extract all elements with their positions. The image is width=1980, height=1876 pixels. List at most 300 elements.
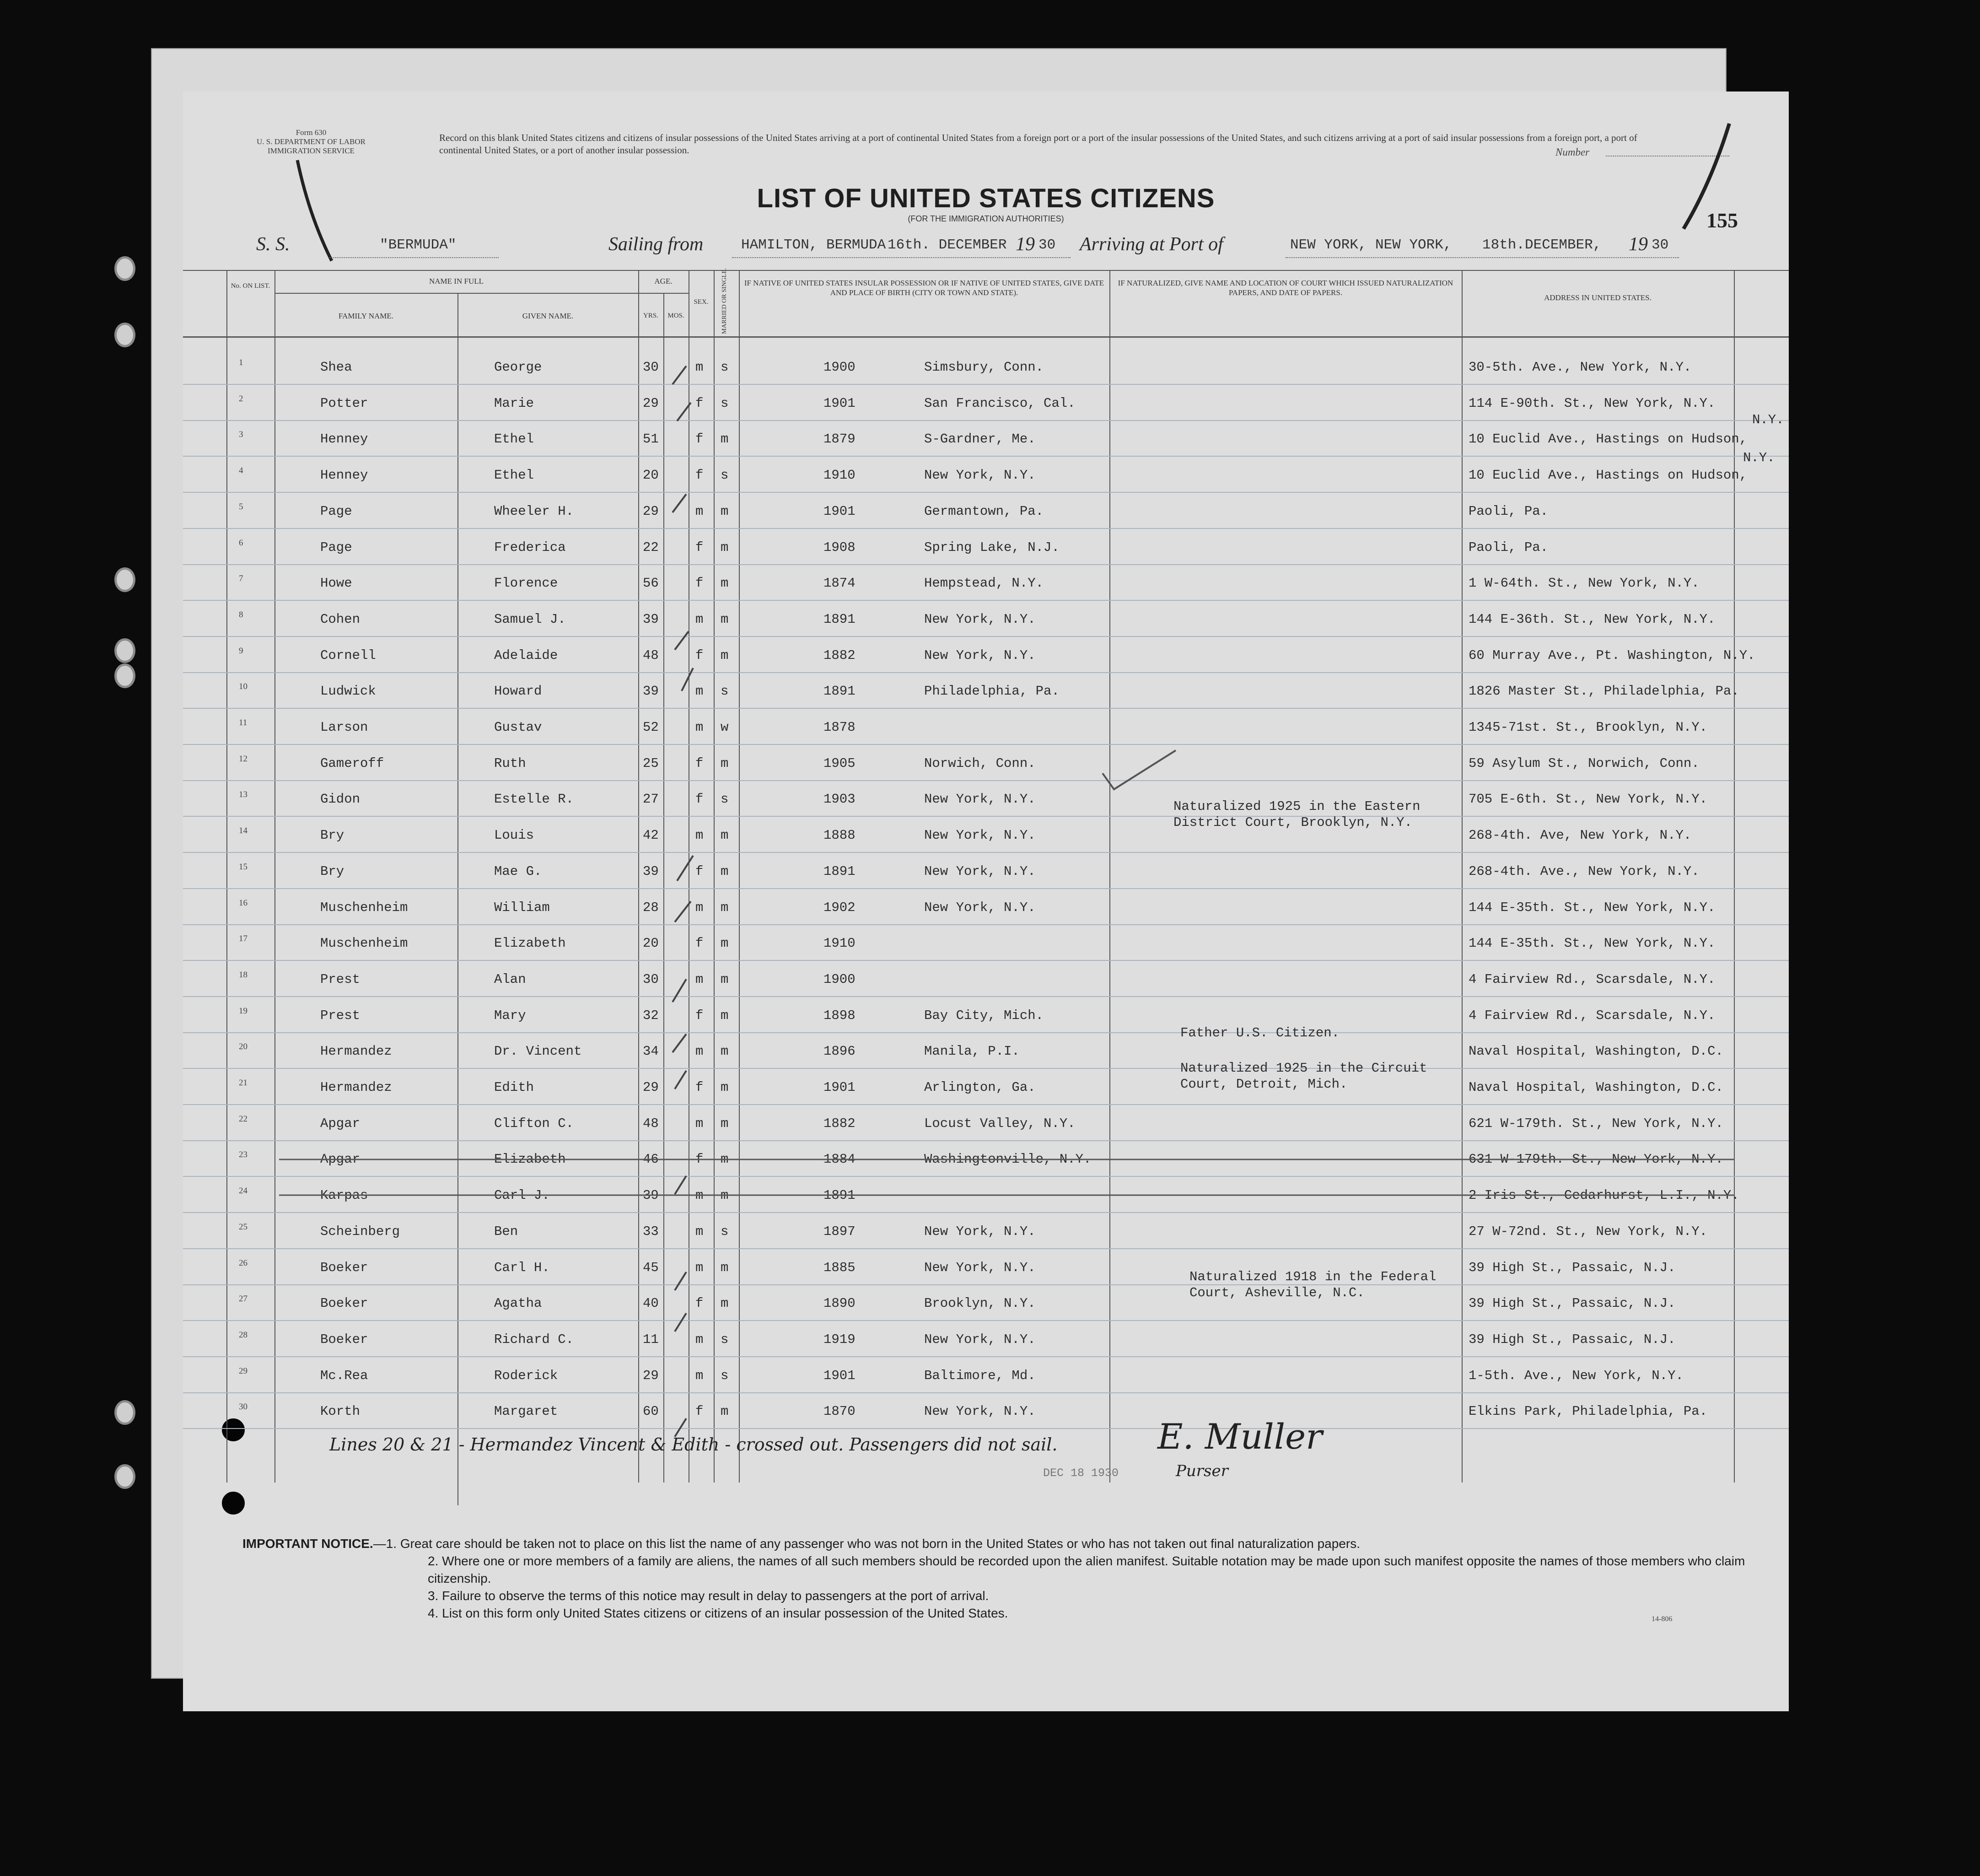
age-years: 29 — [643, 1368, 659, 1383]
family-name: Potter — [320, 396, 368, 411]
family-name: Boeker — [320, 1296, 368, 1311]
row-number: 10 — [239, 682, 248, 691]
birth-place: New York, N.Y. — [924, 1332, 1036, 1347]
punch-hole — [114, 567, 135, 592]
sex: m — [695, 1332, 704, 1347]
naturalization-note: Naturalized 1925 in the Circuit Court, Detroit, Mich. — [1180, 1061, 1427, 1092]
marital-status: m — [721, 1044, 729, 1059]
header-rule — [274, 293, 638, 294]
table-row — [183, 1032, 1789, 1067]
birth-place: New York, N.Y. — [924, 648, 1036, 663]
important-notice — [242, 1535, 1752, 1622]
header-naturalized: IF NATURALIZED, GIVE NAME AND LOCATION OF COURT WHICH ISSUED NATURALIZATION PAPERS, AND DATE OF PAPERS. — [1118, 279, 1453, 297]
notice-text: Failure to observe the terms of this notice may result in delay to passengers at the port of arrival. — [442, 1589, 989, 1603]
age-years: 30 — [643, 972, 659, 987]
address: 268-4th. Ave., New York, N.Y. — [1469, 864, 1700, 879]
table-row — [183, 528, 1789, 564]
row-number: 18 — [239, 970, 248, 980]
sex: m — [695, 684, 704, 699]
address: 39 High St., Passaic, N.J. — [1469, 1332, 1676, 1347]
given-name: Ethel — [494, 468, 534, 483]
family-name: Scheinberg — [320, 1224, 400, 1239]
family-name: Henney — [320, 468, 368, 483]
sex: m — [695, 1224, 704, 1239]
marital-status: m — [721, 1404, 729, 1419]
sex: f — [695, 756, 704, 771]
birth-place: New York, N.Y. — [924, 1224, 1036, 1239]
table-row — [183, 456, 1789, 491]
marital-status: s — [721, 1368, 729, 1383]
age-years: 22 — [643, 540, 659, 555]
marital-status: m — [721, 900, 729, 915]
naturalization-note: Naturalized 1918 in the Federal Court, Asheville, N.C. — [1189, 1269, 1437, 1300]
header-name-in-full: NAME IN FULL — [429, 277, 484, 286]
birth-year: 1891 — [823, 612, 855, 627]
row-number: 5 — [239, 502, 243, 512]
notice-item: 3. Failure to observe the terms of this notice may result in delay to passengers at the port of arrival. — [428, 1589, 989, 1603]
row-number: 3 — [239, 430, 243, 439]
age-years: 20 — [643, 468, 659, 483]
birth-year: 1870 — [823, 1404, 855, 1419]
marital-status: s — [721, 360, 729, 375]
given-name: Florence — [494, 576, 558, 591]
blank-line — [329, 257, 499, 258]
page-title: LIST OF UNITED STATES CITIZENS — [757, 183, 1215, 213]
birth-place: Arlington, Ga. — [924, 1080, 1036, 1095]
marital-status: m — [721, 612, 729, 627]
row-number: 30 — [239, 1402, 248, 1412]
blank-line — [732, 257, 1071, 258]
header-address: ADDRESS IN UNITED STATES. — [1544, 293, 1652, 302]
given-name: Roderick — [494, 1368, 558, 1383]
marital-status: s — [721, 792, 729, 807]
naturalization-note: Father U.S. Citizen. — [1180, 1025, 1340, 1040]
row-number: 21 — [239, 1078, 248, 1088]
given-name: Mae G. — [494, 864, 542, 879]
table-row — [183, 1104, 1789, 1140]
handwritten-check-mark — [1098, 746, 1180, 801]
given-name: Dr. Vincent — [494, 1044, 582, 1059]
punch-hole — [114, 638, 135, 663]
family-name: Bry — [320, 864, 344, 879]
marital-status: m — [721, 504, 729, 519]
given-name: Estelle R. — [494, 792, 574, 807]
row-number: 12 — [239, 754, 248, 764]
sex: f — [695, 792, 704, 807]
age-years: 29 — [643, 396, 659, 411]
row-number: 11 — [239, 718, 248, 728]
row-number: 17 — [239, 934, 248, 943]
address: 1 W-64th. St., New York, N.Y. — [1469, 576, 1700, 591]
form-number: Form 630 — [296, 128, 327, 137]
address: 114 E-90th. St., New York, N.Y. — [1469, 396, 1716, 411]
given-name: Richard C. — [494, 1332, 574, 1347]
table-row — [183, 960, 1789, 996]
address: 39 High St., Passaic, N.J. — [1469, 1296, 1676, 1311]
given-name: Elizabeth — [494, 936, 566, 951]
given-name: Alan — [494, 972, 526, 987]
given-name: George — [494, 360, 542, 375]
table-row — [183, 1320, 1789, 1356]
page-number: 155 — [1706, 209, 1738, 232]
arriving-port: NEW YORK, NEW YORK, — [1290, 237, 1452, 253]
family-name: Hermandez — [320, 1080, 392, 1095]
sailing-year: 30 — [1038, 237, 1056, 253]
sex: f — [695, 1404, 704, 1419]
address: 1345-71st. St., Brooklyn, N.Y. — [1469, 720, 1708, 735]
table-row — [183, 1284, 1789, 1320]
birth-year: 1908 — [823, 540, 855, 555]
table-row — [183, 420, 1789, 455]
header-months: MOS. — [667, 312, 684, 319]
birth-year: 1903 — [823, 792, 855, 807]
address: 4 Fairview Rd., Scarsdale, N.Y. — [1469, 1008, 1716, 1023]
row-number: 23 — [239, 1150, 248, 1159]
family-name: Cohen — [320, 612, 360, 627]
row-number: 7 — [239, 574, 243, 583]
marital-status: m — [721, 431, 729, 447]
notice-item: IMPORTANT NOTICE.—1. Great care should be taken not to place on this list the name of any passenger who was not born in the United States or who has not taken out final naturalization papers. — [242, 1536, 1360, 1551]
birth-year: 1900 — [823, 972, 855, 987]
sex: f — [695, 648, 704, 663]
sex: m — [695, 1188, 704, 1203]
purser-title: Purser — [1176, 1462, 1228, 1480]
header-no: No. ON LIST. — [231, 282, 270, 290]
sex: f — [695, 1296, 704, 1311]
address: 268-4th. Ave, New York, N.Y. — [1469, 828, 1692, 843]
family-name: Apgar — [320, 1152, 360, 1167]
address-overflow: N.Y. — [1743, 450, 1775, 465]
handwritten-slash-mark — [1674, 119, 1738, 238]
age-years: 60 — [643, 1404, 659, 1419]
table-row — [183, 1248, 1789, 1284]
address: 705 E-6th. St., New York, N.Y. — [1469, 792, 1708, 807]
birth-place: New York, N.Y. — [924, 864, 1036, 879]
given-name: William — [494, 900, 550, 915]
birth-place: Spring Lake, N.J. — [924, 540, 1060, 555]
age-years: 40 — [643, 1296, 659, 1311]
given-name: Wheeler H. — [494, 504, 574, 519]
address: 144 E-36th. St., New York, N.Y. — [1469, 612, 1716, 627]
birth-place: Manila, P.I. — [924, 1044, 1020, 1059]
marital-status: s — [721, 1224, 729, 1239]
header-bottom-rule — [183, 336, 1789, 338]
form-code: 14-806 — [1652, 1615, 1673, 1623]
arriving-date: 18th.DECEMBER, — [1482, 237, 1602, 253]
age-years: 45 — [643, 1260, 659, 1275]
address: Paoli, Pa. — [1469, 504, 1549, 519]
notice-text: Great care should be taken not to place on this list the name of any passenger who was not born in the United States or who has not taken out final naturalization papers. — [400, 1536, 1360, 1551]
notice-heading: IMPORTANT NOTICE. — [242, 1536, 373, 1551]
address: 39 High St., Passaic, N.J. — [1469, 1260, 1676, 1275]
handwritten-remark: Lines 20 & 21 - Hermandez Vincent & Edith - crossed out. Passengers did not sail. — [329, 1434, 1058, 1455]
birth-place: New York, N.Y. — [924, 900, 1036, 915]
address: 60 Murray Ave., Pt. Washington, N.Y. — [1469, 648, 1755, 663]
table-row — [183, 1356, 1789, 1392]
header-married-or-single: MARRIED OR SINGLE. — [721, 268, 728, 334]
family-name: Hermandez — [320, 1044, 392, 1059]
birth-year: 1901 — [823, 396, 855, 411]
row-number: 2 — [239, 394, 243, 404]
age-years: 29 — [643, 504, 659, 519]
notice-text: Where one or more members of a family are aliens, the names of all such members should be recorded upon the alien manifest. Suitable notation may be made upon such manifest opposite the names of those members who claim citizenship. — [428, 1554, 1745, 1585]
blank-line — [1286, 257, 1679, 258]
address: 4 Fairview Rd., Scarsdale, N.Y. — [1469, 972, 1716, 987]
table-row — [183, 888, 1789, 924]
sex: f — [695, 431, 704, 447]
age-years: 28 — [643, 900, 659, 915]
ss-label: S. S. — [256, 234, 290, 255]
table-row — [183, 744, 1789, 780]
arriving-label: Arriving at Port of — [1080, 234, 1223, 255]
given-name: Ruth — [494, 756, 526, 771]
birth-year: 1919 — [823, 1332, 855, 1347]
address: 10 Euclid Ave., Hastings on Hudson, — [1469, 431, 1748, 447]
birth-place: Simsbury, Conn. — [924, 360, 1044, 375]
header-given-name: GIVEN NAME. — [522, 312, 574, 320]
sex: f — [695, 396, 704, 411]
address: 2 Iris St., Cedarhurst, L.I., N.Y. — [1469, 1188, 1739, 1203]
age-years: 51 — [643, 431, 659, 447]
naturalization-note: Naturalized 1925 in the Eastern District Court, Brooklyn, N.Y. — [1173, 799, 1420, 830]
table-row — [183, 852, 1789, 888]
birth-place: S-Gardner, Me. — [924, 431, 1036, 447]
row-number: 25 — [239, 1222, 248, 1232]
arriving-year: 30 — [1652, 237, 1669, 253]
row-number: 9 — [239, 646, 243, 656]
birth-year: 1898 — [823, 1008, 855, 1023]
table-row — [183, 636, 1789, 672]
birth-year: 1890 — [823, 1296, 855, 1311]
row-number: 1 — [239, 358, 243, 367]
age-years: 39 — [643, 684, 659, 699]
age-years: 48 — [643, 648, 659, 663]
table-row — [183, 780, 1789, 815]
address: Elkins Park, Philadelphia, Pa. — [1469, 1404, 1708, 1419]
punch-hole — [114, 256, 135, 281]
family-name: Muschenheim — [320, 900, 408, 915]
birth-year: 1900 — [823, 360, 855, 375]
birth-year: 1901 — [823, 504, 855, 519]
sailing-from-label: Sailing from — [608, 234, 704, 255]
sex: m — [695, 504, 704, 519]
marital-status: s — [721, 468, 729, 483]
given-name: Carl H. — [494, 1260, 550, 1275]
year-prefix: 19 — [1629, 234, 1648, 255]
marital-status: m — [721, 1296, 729, 1311]
table-row — [183, 348, 1789, 383]
age-years: 11 — [643, 1332, 659, 1347]
birth-place: New York, N.Y. — [924, 1260, 1036, 1275]
family-name: Page — [320, 504, 352, 519]
address: 621 W-179th. St., New York, N.Y. — [1469, 1116, 1723, 1131]
birth-year: 1896 — [823, 1044, 855, 1059]
family-name: Ludwick — [320, 684, 376, 699]
marital-status: m — [721, 756, 729, 771]
family-name: Mc.Rea — [320, 1368, 368, 1383]
sex: m — [695, 1116, 704, 1131]
family-name: Prest — [320, 972, 360, 987]
voyage-line — [256, 233, 1780, 261]
birth-place: Norwich, Conn. — [924, 756, 1036, 771]
address: Naval Hospital, Washington, D.C. — [1469, 1080, 1723, 1095]
age-years: 32 — [643, 1008, 659, 1023]
header-family-name: FAMILY NAME. — [338, 312, 394, 320]
row-number: 24 — [239, 1186, 248, 1196]
marital-status: s — [721, 684, 729, 699]
sex: m — [695, 1260, 704, 1275]
birth-year: 1874 — [823, 576, 855, 591]
row-number: 16 — [239, 898, 248, 908]
sex: m — [695, 972, 704, 987]
given-name: Samuel J. — [494, 612, 566, 627]
birth-year: 1882 — [823, 1116, 855, 1131]
birth-year: 1891 — [823, 1188, 855, 1203]
age-years: 39 — [643, 864, 659, 879]
marital-status: m — [721, 972, 729, 987]
family-name: Muschenheim — [320, 936, 408, 951]
birth-place: New York, N.Y. — [924, 792, 1036, 807]
family-name: Apgar — [320, 1116, 360, 1131]
notice-item: 4. List on this form only United States citizens or citizens of an insular possession of the United States. — [428, 1606, 1008, 1620]
marital-status: m — [721, 1008, 729, 1023]
sex: m — [695, 1044, 704, 1059]
marital-status: m — [721, 1080, 729, 1095]
table-top-rule — [183, 270, 1789, 271]
family-name: Korth — [320, 1404, 360, 1419]
age-years: 48 — [643, 1116, 659, 1131]
punch-hole — [114, 323, 135, 347]
family-name: Prest — [320, 1008, 360, 1023]
notice-text: List on this form only United States citizens or citizens of an insular possession of the United States. — [442, 1606, 1008, 1620]
family-name: Gidon — [320, 792, 360, 807]
given-name: Howard — [494, 684, 542, 699]
birth-place: San Francisco, Cal. — [924, 396, 1076, 411]
given-name: Margaret — [494, 1404, 558, 1419]
age-years: 25 — [643, 756, 659, 771]
year-prefix: 19 — [1016, 234, 1035, 255]
address: 30-5th. Ave., New York, N.Y. — [1469, 360, 1692, 375]
birth-place: Germantown, Pa. — [924, 504, 1044, 519]
handwritten-tick-marks — [668, 357, 709, 1547]
sex: f — [695, 468, 704, 483]
address-overflow: N.Y. — [1752, 412, 1784, 427]
header-years: YRS. — [643, 312, 658, 319]
given-name: Frederica — [494, 540, 566, 555]
age-years: 56 — [643, 576, 659, 591]
birth-year: 1882 — [823, 648, 855, 663]
date-stamp: DEC 18 1930 — [1043, 1466, 1119, 1480]
sex: m — [695, 828, 704, 843]
number-label: Number — [1555, 146, 1590, 158]
address: 631 W-179th. St., New York, N.Y. — [1469, 1152, 1723, 1167]
birth-year: 1910 — [823, 936, 855, 951]
address: 144 E-35th. St., New York, N.Y. — [1469, 936, 1716, 951]
notice-item: 2. Where one or more members of a family are aliens, the names of all such members should be recorded upon the alien manifest. Suitable notation may be made upon such manifest opposite the names of those members who claim citizenship. — [428, 1554, 1745, 1585]
birth-year: 1905 — [823, 756, 855, 771]
given-name: Agatha — [494, 1296, 542, 1311]
marital-status: m — [721, 864, 729, 879]
sex: f — [695, 1008, 704, 1023]
row-number: 26 — [239, 1258, 248, 1268]
row-number: 8 — [239, 610, 243, 620]
manifest-page — [183, 92, 1789, 1711]
row-number: 6 — [239, 538, 243, 548]
birth-place: New York, N.Y. — [924, 468, 1036, 483]
address: 10 Euclid Ave., Hastings on Hudson, — [1469, 468, 1748, 483]
table-row — [183, 1068, 1789, 1104]
sex: f — [695, 936, 704, 951]
birth-place: Brooklyn, N.Y. — [924, 1296, 1036, 1311]
department-name: U. S. DEPARTMENT OF LABOR — [257, 137, 366, 146]
birth-year: 1891 — [823, 864, 855, 879]
purser-signature: E. Muller — [1157, 1416, 1323, 1457]
table-row — [183, 672, 1789, 707]
header-rule — [638, 293, 689, 294]
address: 59 Asylum St., Norwich, Conn. — [1469, 756, 1700, 771]
birth-year: 1878 — [823, 720, 855, 735]
row-number: 4 — [239, 466, 243, 475]
given-name: Louis — [494, 828, 534, 843]
family-name: Page — [320, 540, 352, 555]
header-age: AGE. — [654, 277, 673, 286]
family-name: Henney — [320, 431, 368, 447]
address: 1826 Master St., Philadelphia, Pa. — [1469, 684, 1739, 699]
birth-place: Baltimore, Md. — [924, 1368, 1036, 1383]
age-years: 29 — [643, 1080, 659, 1095]
birth-place: Hempstead, N.Y. — [924, 576, 1044, 591]
given-name: Ben — [494, 1224, 518, 1239]
table-row — [183, 1392, 1789, 1428]
marital-status: m — [721, 1152, 729, 1167]
table-row — [183, 600, 1789, 636]
form-instructions: Record on this blank United States citizens and citizens of insular possessions of the United States arriving at a port of continental United States from a foreign port or a port of the insular possessions of the United States, and such citizens arriving at a port of said insular possessions from a foreign port, a port of continental United States, or a port of another insular possession. — [439, 132, 1637, 156]
birth-year: 1902 — [823, 900, 855, 915]
punch-hole — [114, 663, 135, 688]
table-row — [183, 924, 1789, 960]
row-number: 28 — [239, 1330, 248, 1340]
marital-status: m — [721, 1116, 729, 1131]
family-name: Gameroff — [320, 756, 384, 771]
row-rule — [183, 1428, 1789, 1429]
sex: m — [695, 1368, 704, 1383]
sex: f — [695, 864, 704, 879]
marital-status: s — [721, 396, 729, 411]
marital-status: m — [721, 576, 729, 591]
family-name: Karpas — [320, 1188, 368, 1203]
service-name: IMMIGRATION SERVICE — [268, 146, 355, 155]
birth-year: 1891 — [823, 684, 855, 699]
table-row — [183, 564, 1789, 599]
family-name: Cornell — [320, 648, 376, 663]
row-number: 13 — [239, 790, 248, 799]
marital-status: m — [721, 648, 729, 663]
birth-year: 1901 — [823, 1080, 855, 1095]
given-name: Mary — [494, 1008, 526, 1023]
marital-status: w — [721, 720, 729, 735]
address: Naval Hospital, Washington, D.C. — [1469, 1044, 1723, 1059]
given-name: Gustav — [494, 720, 542, 735]
passenger-table — [183, 270, 1789, 1482]
age-years: 34 — [643, 1044, 659, 1059]
punch-hole — [222, 1492, 245, 1515]
given-name: Adelaide — [494, 648, 558, 663]
family-name: Howe — [320, 576, 352, 591]
table-row — [183, 492, 1789, 528]
row-number: 19 — [239, 1006, 248, 1016]
birth-year: 1910 — [823, 468, 855, 483]
birth-place: New York, N.Y. — [924, 1404, 1036, 1419]
